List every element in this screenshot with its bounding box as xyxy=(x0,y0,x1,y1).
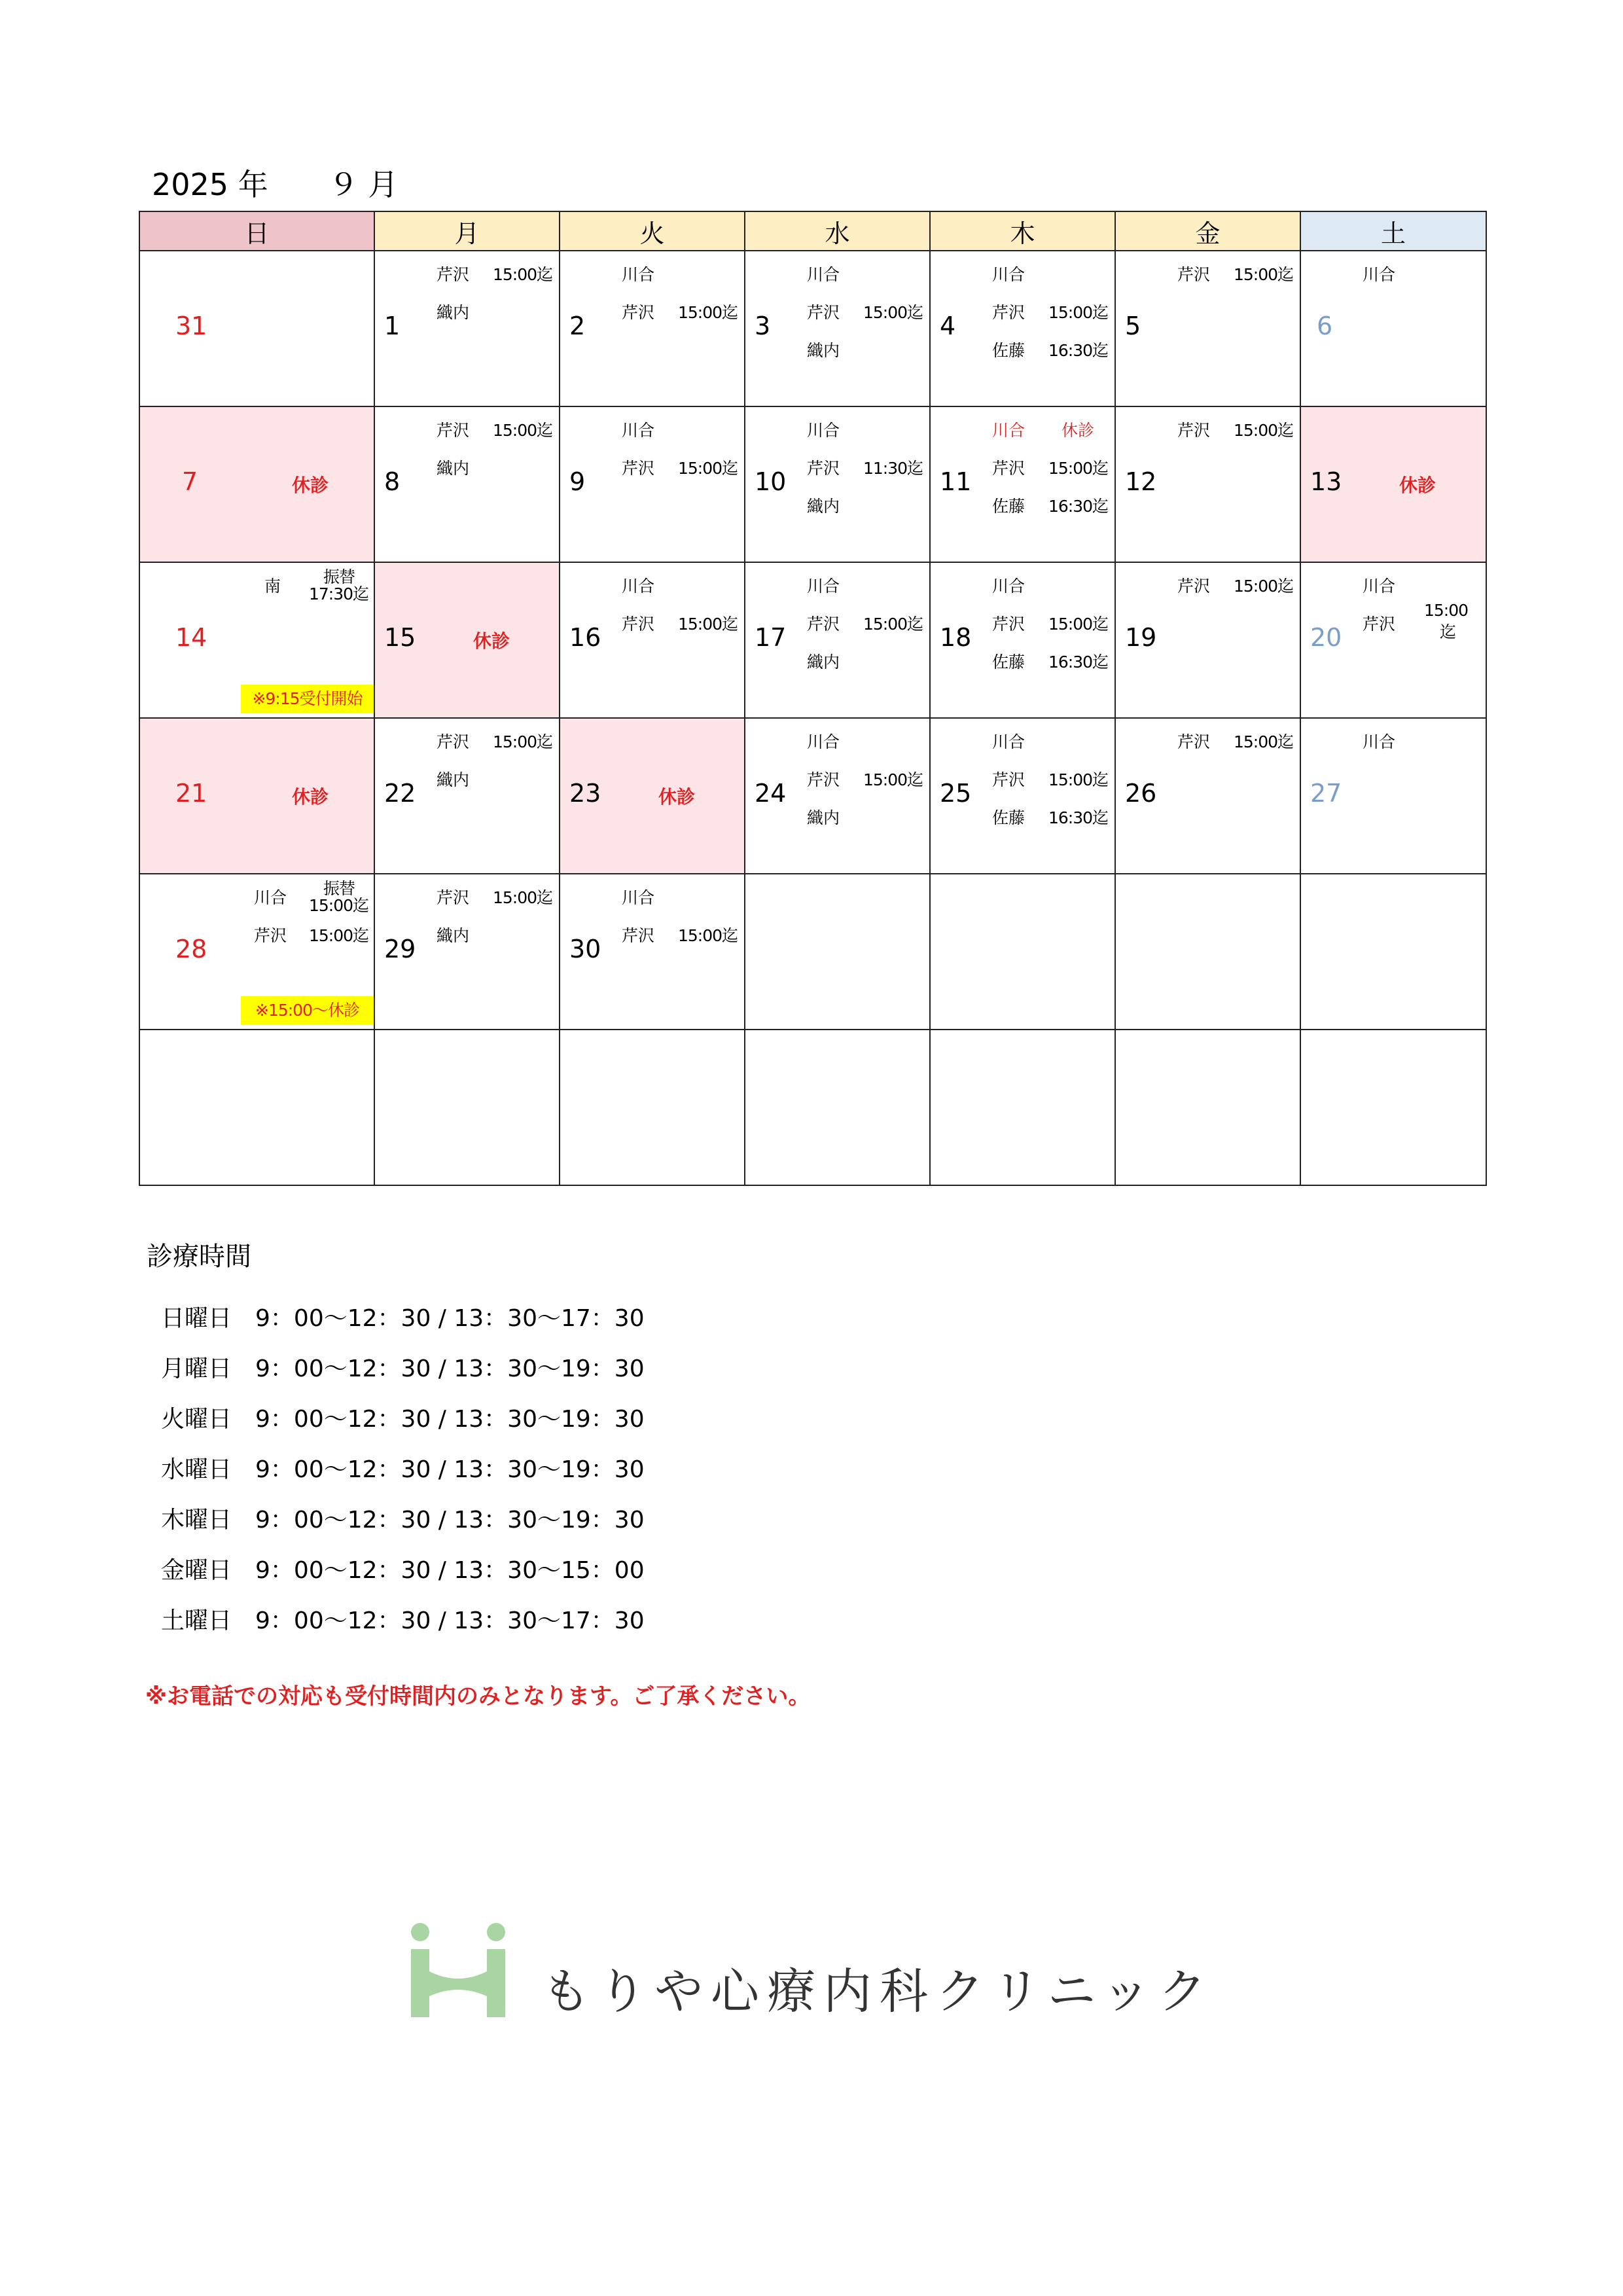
day-number: 29 xyxy=(384,935,416,963)
doctor-name: 川合 xyxy=(992,732,1026,751)
doctor-name: 川合 xyxy=(992,577,1026,596)
day-cell-empty xyxy=(139,1030,374,1185)
weekday-thu: 木 xyxy=(930,211,1115,251)
hours-day: 火曜日 xyxy=(161,1406,232,1433)
doctor-name: 佐藤 xyxy=(992,808,1026,827)
doctor-name: 川合 xyxy=(1363,577,1396,596)
doctor-time: 15:00迄 xyxy=(493,732,553,751)
hours-title: 診療時間 xyxy=(147,1242,251,1272)
doctor-name: 芹沢 xyxy=(992,459,1026,478)
hours-row xyxy=(161,1300,645,1333)
day-cell-empty xyxy=(374,1030,560,1185)
day-cell xyxy=(560,406,745,562)
clinic-name: もりや心療内科クリニック xyxy=(542,1964,1215,2020)
hours-time: 9：00～12：30 / 13：30～17：30 xyxy=(255,1305,645,1332)
doctor-time: 17:30迄 xyxy=(309,584,369,603)
doctor-time: 15:00迄 xyxy=(678,926,738,945)
day-cell xyxy=(1115,718,1300,874)
doctor-name: 川合 xyxy=(622,577,655,596)
day-number: 13 xyxy=(1310,467,1342,496)
day-cell xyxy=(930,406,1115,562)
doctor-name: 織内 xyxy=(807,497,840,516)
day-number: 21 xyxy=(175,779,207,808)
day-number: 6 xyxy=(1317,312,1333,340)
day-number: 23 xyxy=(569,779,601,808)
day-number: 31 xyxy=(175,312,207,340)
day-cell-empty xyxy=(930,1030,1115,1185)
closed-label: 休診 xyxy=(1061,421,1095,440)
day-number: 12 xyxy=(1125,467,1157,496)
doctor-time-suffix: 迄 xyxy=(1440,622,1456,641)
doctor-name: 芹沢 xyxy=(622,926,655,945)
doctor-name: 芹沢 xyxy=(254,926,287,945)
week-row xyxy=(139,562,1486,718)
day-number: 28 xyxy=(175,935,207,963)
doctor-name: 川合 xyxy=(1363,732,1396,751)
two-people-smile-icon xyxy=(408,1918,513,2022)
day-number: 18 xyxy=(940,623,972,652)
doctor-name: 織内 xyxy=(437,926,470,945)
day-cell xyxy=(1115,406,1300,562)
day-cell xyxy=(139,874,374,1030)
doctor-time: 15:00迄 xyxy=(1048,303,1109,322)
day-number: 19 xyxy=(1125,623,1157,652)
doctor-time: 15:00迄 xyxy=(1234,265,1294,284)
hours-time: 9：00～12：30 / 13：30～19：30 xyxy=(255,1456,645,1483)
doctor-name: 川合 xyxy=(1363,265,1396,284)
doctor-name: 川合 xyxy=(622,265,655,284)
day-cell xyxy=(560,251,745,406)
day-cell xyxy=(1115,562,1300,718)
week-row xyxy=(139,406,1486,562)
weekday-fri: 金 xyxy=(1115,211,1300,251)
doctor-name: 川合 xyxy=(992,265,1026,284)
hours-day: 木曜日 xyxy=(161,1507,232,1534)
phone-notice: ※お電話での対応も受付時間内のみとなります。ご了承ください。 xyxy=(145,1683,811,1710)
substitute-label: 振替 xyxy=(323,567,355,586)
day-number: 14 xyxy=(175,623,207,652)
doctor-time: 15:00迄 xyxy=(493,888,553,907)
doctor-time: 15:00迄 xyxy=(493,421,553,440)
day-cell xyxy=(1300,406,1486,562)
doctor-name: 川合 xyxy=(992,421,1026,440)
doctor-time: 15:00迄 xyxy=(1048,615,1109,634)
doctor-name: 織内 xyxy=(807,653,840,672)
closed-label: 休診 xyxy=(1399,475,1436,496)
closed-label: 休診 xyxy=(473,630,510,652)
doctor-name: 芹沢 xyxy=(622,459,655,478)
day-cell-empty xyxy=(745,1030,930,1185)
hours-row xyxy=(161,1552,645,1585)
day-cell xyxy=(560,874,745,1030)
day-number: 1 xyxy=(384,312,401,340)
weekday-wed: 水 xyxy=(745,211,930,251)
doctor-name: 佐藤 xyxy=(992,653,1026,672)
day-number: 27 xyxy=(1310,779,1342,808)
doctor-name: 川合 xyxy=(807,265,840,284)
day-cell xyxy=(745,251,930,406)
day-cell-empty xyxy=(745,874,930,1030)
day-number: 2 xyxy=(569,312,586,340)
week-row xyxy=(139,1030,1486,1185)
doctor-time: 15:00迄 xyxy=(493,265,553,284)
doctor-time: 16:30迄 xyxy=(1048,808,1109,827)
day-cell xyxy=(745,562,930,718)
day-number: 11 xyxy=(940,467,972,496)
doctor-time: 15:00迄 xyxy=(863,770,923,789)
day-number: 24 xyxy=(755,779,787,808)
day-cell xyxy=(1115,251,1300,406)
doctor-name: 織内 xyxy=(807,808,840,827)
day-cell xyxy=(745,718,930,874)
day-number: 7 xyxy=(182,467,198,496)
hours-row xyxy=(161,1350,645,1384)
day-cell xyxy=(930,251,1115,406)
hours-day: 金曜日 xyxy=(161,1557,232,1584)
clinic-logo xyxy=(408,1918,1215,2022)
weekday-sat: 土 xyxy=(1300,211,1486,251)
day-cell xyxy=(139,406,374,562)
doctor-time: 15:00迄 xyxy=(678,303,738,322)
doctor-time: 15:00迄 xyxy=(678,615,738,634)
doctor-name: 芹沢 xyxy=(437,888,470,907)
doctor-name: 芹沢 xyxy=(437,732,470,751)
doctor-name: 織内 xyxy=(437,459,470,478)
closed-label: 休診 xyxy=(658,786,696,808)
day-cell xyxy=(930,718,1115,874)
day-number: 22 xyxy=(384,779,416,808)
hours-day: 土曜日 xyxy=(161,1607,232,1634)
reception-note: ※9:15受付開始 xyxy=(241,685,374,713)
hours-time: 9：00～12：30 / 13：30～19：30 xyxy=(255,1507,645,1534)
day-cell-empty xyxy=(1115,874,1300,1030)
doctor-name: 川合 xyxy=(254,888,287,907)
hours-day: 日曜日 xyxy=(161,1305,232,1332)
hours-time: 9：00～12：30 / 13：30～15：00 xyxy=(255,1557,645,1584)
calendar-title: 2025 年 ９ 月 xyxy=(152,167,399,202)
weekday-header-row xyxy=(139,211,1486,251)
doctor-name: 芹沢 xyxy=(437,265,470,284)
doctor-time: 15:00迄 xyxy=(1234,577,1294,596)
doctor-name: 川合 xyxy=(807,577,840,596)
doctor-name: 佐藤 xyxy=(992,341,1026,360)
doctor-name: 川合 xyxy=(622,421,655,440)
day-cell xyxy=(139,251,374,406)
doctor-time: 15:00迄 xyxy=(1048,770,1109,789)
closed-label: 休診 xyxy=(292,786,329,808)
day-number: 20 xyxy=(1310,623,1342,652)
day-number: 15 xyxy=(384,623,416,652)
doctor-name: 織内 xyxy=(437,770,470,789)
week-row xyxy=(139,874,1486,1030)
day-cell xyxy=(374,874,560,1030)
closed-label: 休診 xyxy=(292,475,329,496)
day-cell xyxy=(374,406,560,562)
day-cell-empty xyxy=(1115,1030,1300,1185)
day-cell xyxy=(139,562,374,718)
day-cell xyxy=(374,718,560,874)
doctor-time: 15:00迄 xyxy=(1234,732,1294,751)
weekday-tue: 火 xyxy=(560,211,745,251)
day-cell xyxy=(139,718,374,874)
doctor-time: 15:00迄 xyxy=(309,896,369,915)
doctor-name: 芹沢 xyxy=(437,421,470,440)
day-number: 9 xyxy=(569,467,586,496)
doctor-time: 15:00迄 xyxy=(1048,459,1109,478)
day-cell-empty xyxy=(1300,1030,1486,1185)
doctor-time: 16:30迄 xyxy=(1048,653,1109,672)
doctor-time: 15:00迄 xyxy=(863,615,923,634)
day-cell xyxy=(745,406,930,562)
hours-row xyxy=(161,1602,645,1636)
doctor-name: 川合 xyxy=(622,888,655,907)
doctor-name: 芹沢 xyxy=(622,303,655,322)
day-cell-empty xyxy=(1300,874,1486,1030)
hours-day: 水曜日 xyxy=(161,1456,232,1483)
doctor-time: 15:00迄 xyxy=(1234,421,1294,440)
hours-row xyxy=(161,1451,645,1484)
day-number: 25 xyxy=(940,779,972,808)
day-number: 3 xyxy=(755,312,771,340)
doctor-name: 芹沢 xyxy=(992,770,1026,789)
doctor-name: 芹沢 xyxy=(1177,421,1211,440)
doctor-name: 芹沢 xyxy=(992,303,1026,322)
doctor-name: 佐藤 xyxy=(992,497,1026,516)
doctor-name: 芹沢 xyxy=(807,615,840,634)
doctor-name: 芹沢 xyxy=(807,459,840,478)
day-number: 10 xyxy=(755,467,787,496)
day-cell xyxy=(560,718,745,874)
doctor-time: 15:00迄 xyxy=(678,459,738,478)
day-cell xyxy=(1300,562,1486,718)
day-number: 30 xyxy=(569,935,601,963)
hours-time: 9：00～12：30 / 13：30～19：30 xyxy=(255,1406,645,1433)
day-number: 5 xyxy=(1125,312,1141,340)
doctor-name: 南 xyxy=(264,577,281,596)
day-cell-empty xyxy=(930,874,1115,1030)
day-number: 17 xyxy=(755,623,787,652)
doctor-time: 16:30迄 xyxy=(1048,341,1109,360)
doctor-name: 織内 xyxy=(807,341,840,360)
doctor-name: 芹沢 xyxy=(1177,732,1211,751)
doctor-time: 15:00迄 xyxy=(863,303,923,322)
day-cell xyxy=(1300,251,1486,406)
doctor-name: 芹沢 xyxy=(807,303,840,322)
day-cell xyxy=(1300,718,1486,874)
day-cell xyxy=(374,251,560,406)
hours-row xyxy=(161,1501,645,1535)
doctor-name: 芹沢 xyxy=(1177,265,1211,284)
weekday-mon: 月 xyxy=(374,211,560,251)
doctor-name: 芹沢 xyxy=(622,615,655,634)
doctor-name: 織内 xyxy=(437,303,470,322)
day-number: 26 xyxy=(1125,779,1157,808)
doctor-time: 15:00 xyxy=(1424,601,1469,620)
closing-note: ※15:00～休診 xyxy=(241,996,374,1025)
week-row xyxy=(139,251,1486,406)
doctor-name: 芹沢 xyxy=(807,770,840,789)
substitute-label: 振替 xyxy=(323,879,355,898)
hours-day: 月曜日 xyxy=(161,1355,232,1382)
day-number: 8 xyxy=(384,467,401,496)
doctor-name: 芹沢 xyxy=(992,615,1026,634)
hours-time: 9：00～12：30 / 13：30～19：30 xyxy=(255,1355,645,1382)
doctor-name: 川合 xyxy=(807,421,840,440)
doctor-time: 16:30迄 xyxy=(1048,497,1109,516)
day-cell xyxy=(930,562,1115,718)
weekday-sun: 日 xyxy=(139,211,374,251)
day-cell xyxy=(374,562,560,718)
doctor-time: 11:30迄 xyxy=(863,459,923,478)
day-cell-empty xyxy=(560,1030,745,1185)
doctor-time: 15:00迄 xyxy=(309,926,369,945)
doctor-name: 芹沢 xyxy=(1177,577,1211,596)
week-row xyxy=(139,718,1486,874)
calendar-table xyxy=(139,211,1487,1186)
doctor-name: 川合 xyxy=(807,732,840,751)
hours-row xyxy=(161,1401,645,1434)
day-number: 4 xyxy=(940,312,956,340)
day-number: 16 xyxy=(569,623,601,652)
day-cell xyxy=(560,562,745,718)
hours-time: 9：00～12：30 / 13：30～17：30 xyxy=(255,1607,645,1634)
doctor-name: 芹沢 xyxy=(1363,615,1396,634)
